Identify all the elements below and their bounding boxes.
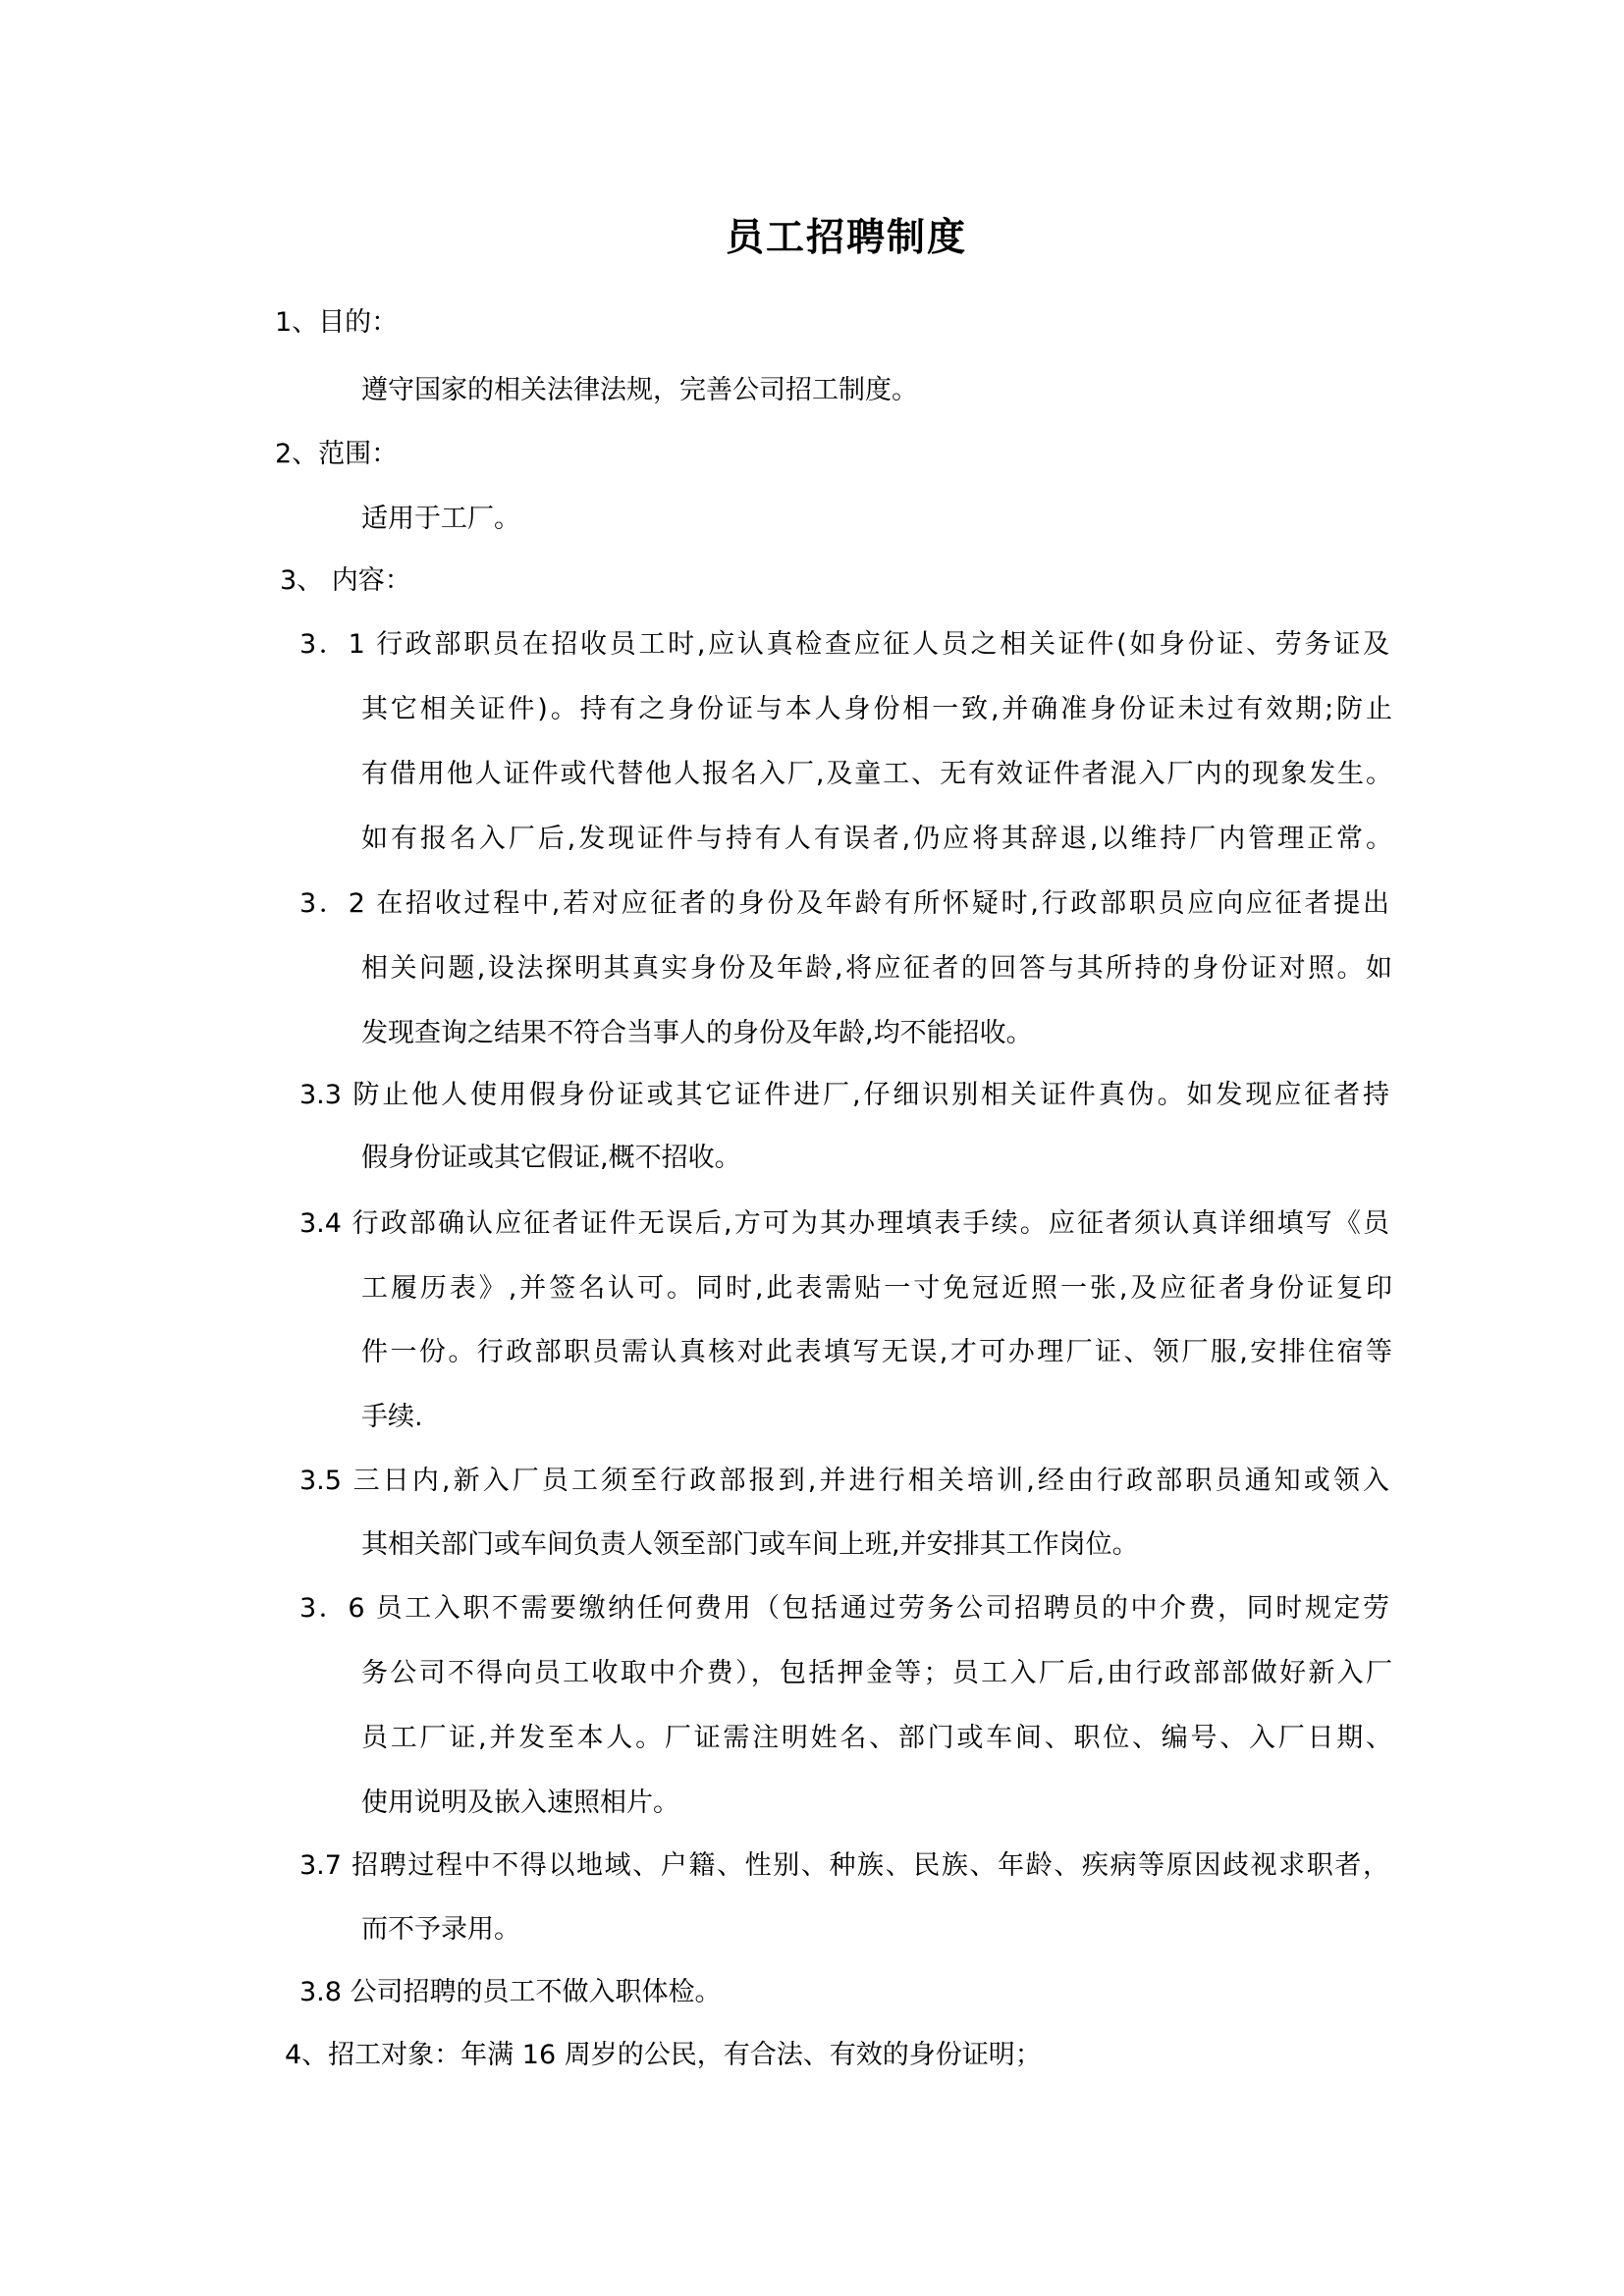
clause-3-2-line-1: 3．2 在招收过程中,若对应征者的身份及年龄有所怀疑时,行政部职员应向应征者提出	[299, 888, 1389, 919]
clause-3-4-line-2: 工履历表》,并签名认可。同时,此表需贴一寸免冠近照一张,及应征者身份证复印	[361, 1273, 1392, 1304]
clause-3-7-line-2: 而不予录用。	[361, 1914, 520, 1945]
clause-3-3-line-1: 3.3 防止他人使用假身份证或其它证件进厂,仔细识别相关证件真伪。如发现应征者持	[299, 1080, 1389, 1110]
section-1-heading: 1、目的：	[275, 307, 399, 338]
clause-3-1-line-1: 3．1 行政部职员在招收员工时,应认真检查应征人员之相关证件(如身份证、劳务证及	[299, 629, 1389, 660]
clause-3-6-line-2: 务公司不得向员工收取中介费），包括押金等；员工入厂后,由行政部部做好新入厂	[361, 1658, 1392, 1688]
clause-3-7-line-1: 3.7 招聘过程中不得以地域、户籍、性别、种族、民族、年龄、疾病等原因歧视求职者，	[299, 1850, 1389, 1881]
clause-3-6-line-1: 3．6 员工入职不需要缴纳任何费用（包括通过劳务公司招聘员的中介费，同时规定劳	[299, 1593, 1389, 1624]
clause-3-5-line-1: 3.5 三日内,新入厂员工须至行政部报到,并进行相关培训,经由行政部职员通知或领入	[299, 1466, 1389, 1496]
document-title: 员工招聘制度	[725, 216, 967, 260]
section-2-body: 适用于工厂。	[361, 504, 520, 534]
clause-3-3-line-2: 假身份证或其它假证,概不招收。	[361, 1143, 741, 1173]
section-1-body: 遵守国家的相关法律法规，完善公司招工制度。	[361, 375, 918, 405]
clause-3-5-line-2: 其相关部门或车间负责人领至部门或车间上班,并安排其工作岗位。	[361, 1529, 1139, 1560]
clause-3-6-line-4: 使用说明及嵌入速照相片。	[361, 1788, 679, 1818]
clause-3-2-line-3: 发现查询之结果不符合当事人的身份及年龄,均不能招收。	[361, 1018, 1033, 1048]
clause-3-2-line-2: 相关问题,设法探明其真实身份及年龄,将应征者的回答与其所持的身份证对照。如	[361, 953, 1392, 984]
clause-3-1-line-2: 其它相关证件)。持有之身份证与本人身份相一致,并确准身份证未过有效期;防止	[361, 694, 1392, 724]
section-3-heading: 3、 内容：	[280, 565, 411, 596]
clause-3-8: 3.8 公司招聘的员工不做入职体检。	[299, 1977, 722, 2007]
clause-3-1-line-4: 如有报名入厂后,发现证件与持有人有误者,仍应将其辞退,以维持厂内管理正常。	[361, 824, 1392, 854]
clause-3-4-line-3: 件一份。行政部职员需认真核对此表填写无误,才可办理厂证、领厂服,安排住宿等	[361, 1337, 1392, 1367]
clause-3-4-line-1: 3.4 行政部确认应征者证件无误后,方可为其办理填表手续。应征者须认真详细填写《员	[299, 1208, 1389, 1239]
section-4-heading: 4、招工对象：年满 16 周岁的公民，有合法、有效的身份证明；	[285, 2040, 1042, 2070]
section-2-heading: 2、范围：	[275, 439, 399, 469]
clause-3-1-line-3: 有借用他人证件或代替他人报名入厂,及童工、无有效证件者混入厂内的现象发生。	[361, 759, 1392, 789]
clause-3-4-line-4: 手续.	[361, 1402, 423, 1432]
clause-3-6-line-3: 员工厂证,并发至本人。厂证需注明姓名、部门或车间、职位、编号、入厂日期、	[361, 1723, 1392, 1753]
